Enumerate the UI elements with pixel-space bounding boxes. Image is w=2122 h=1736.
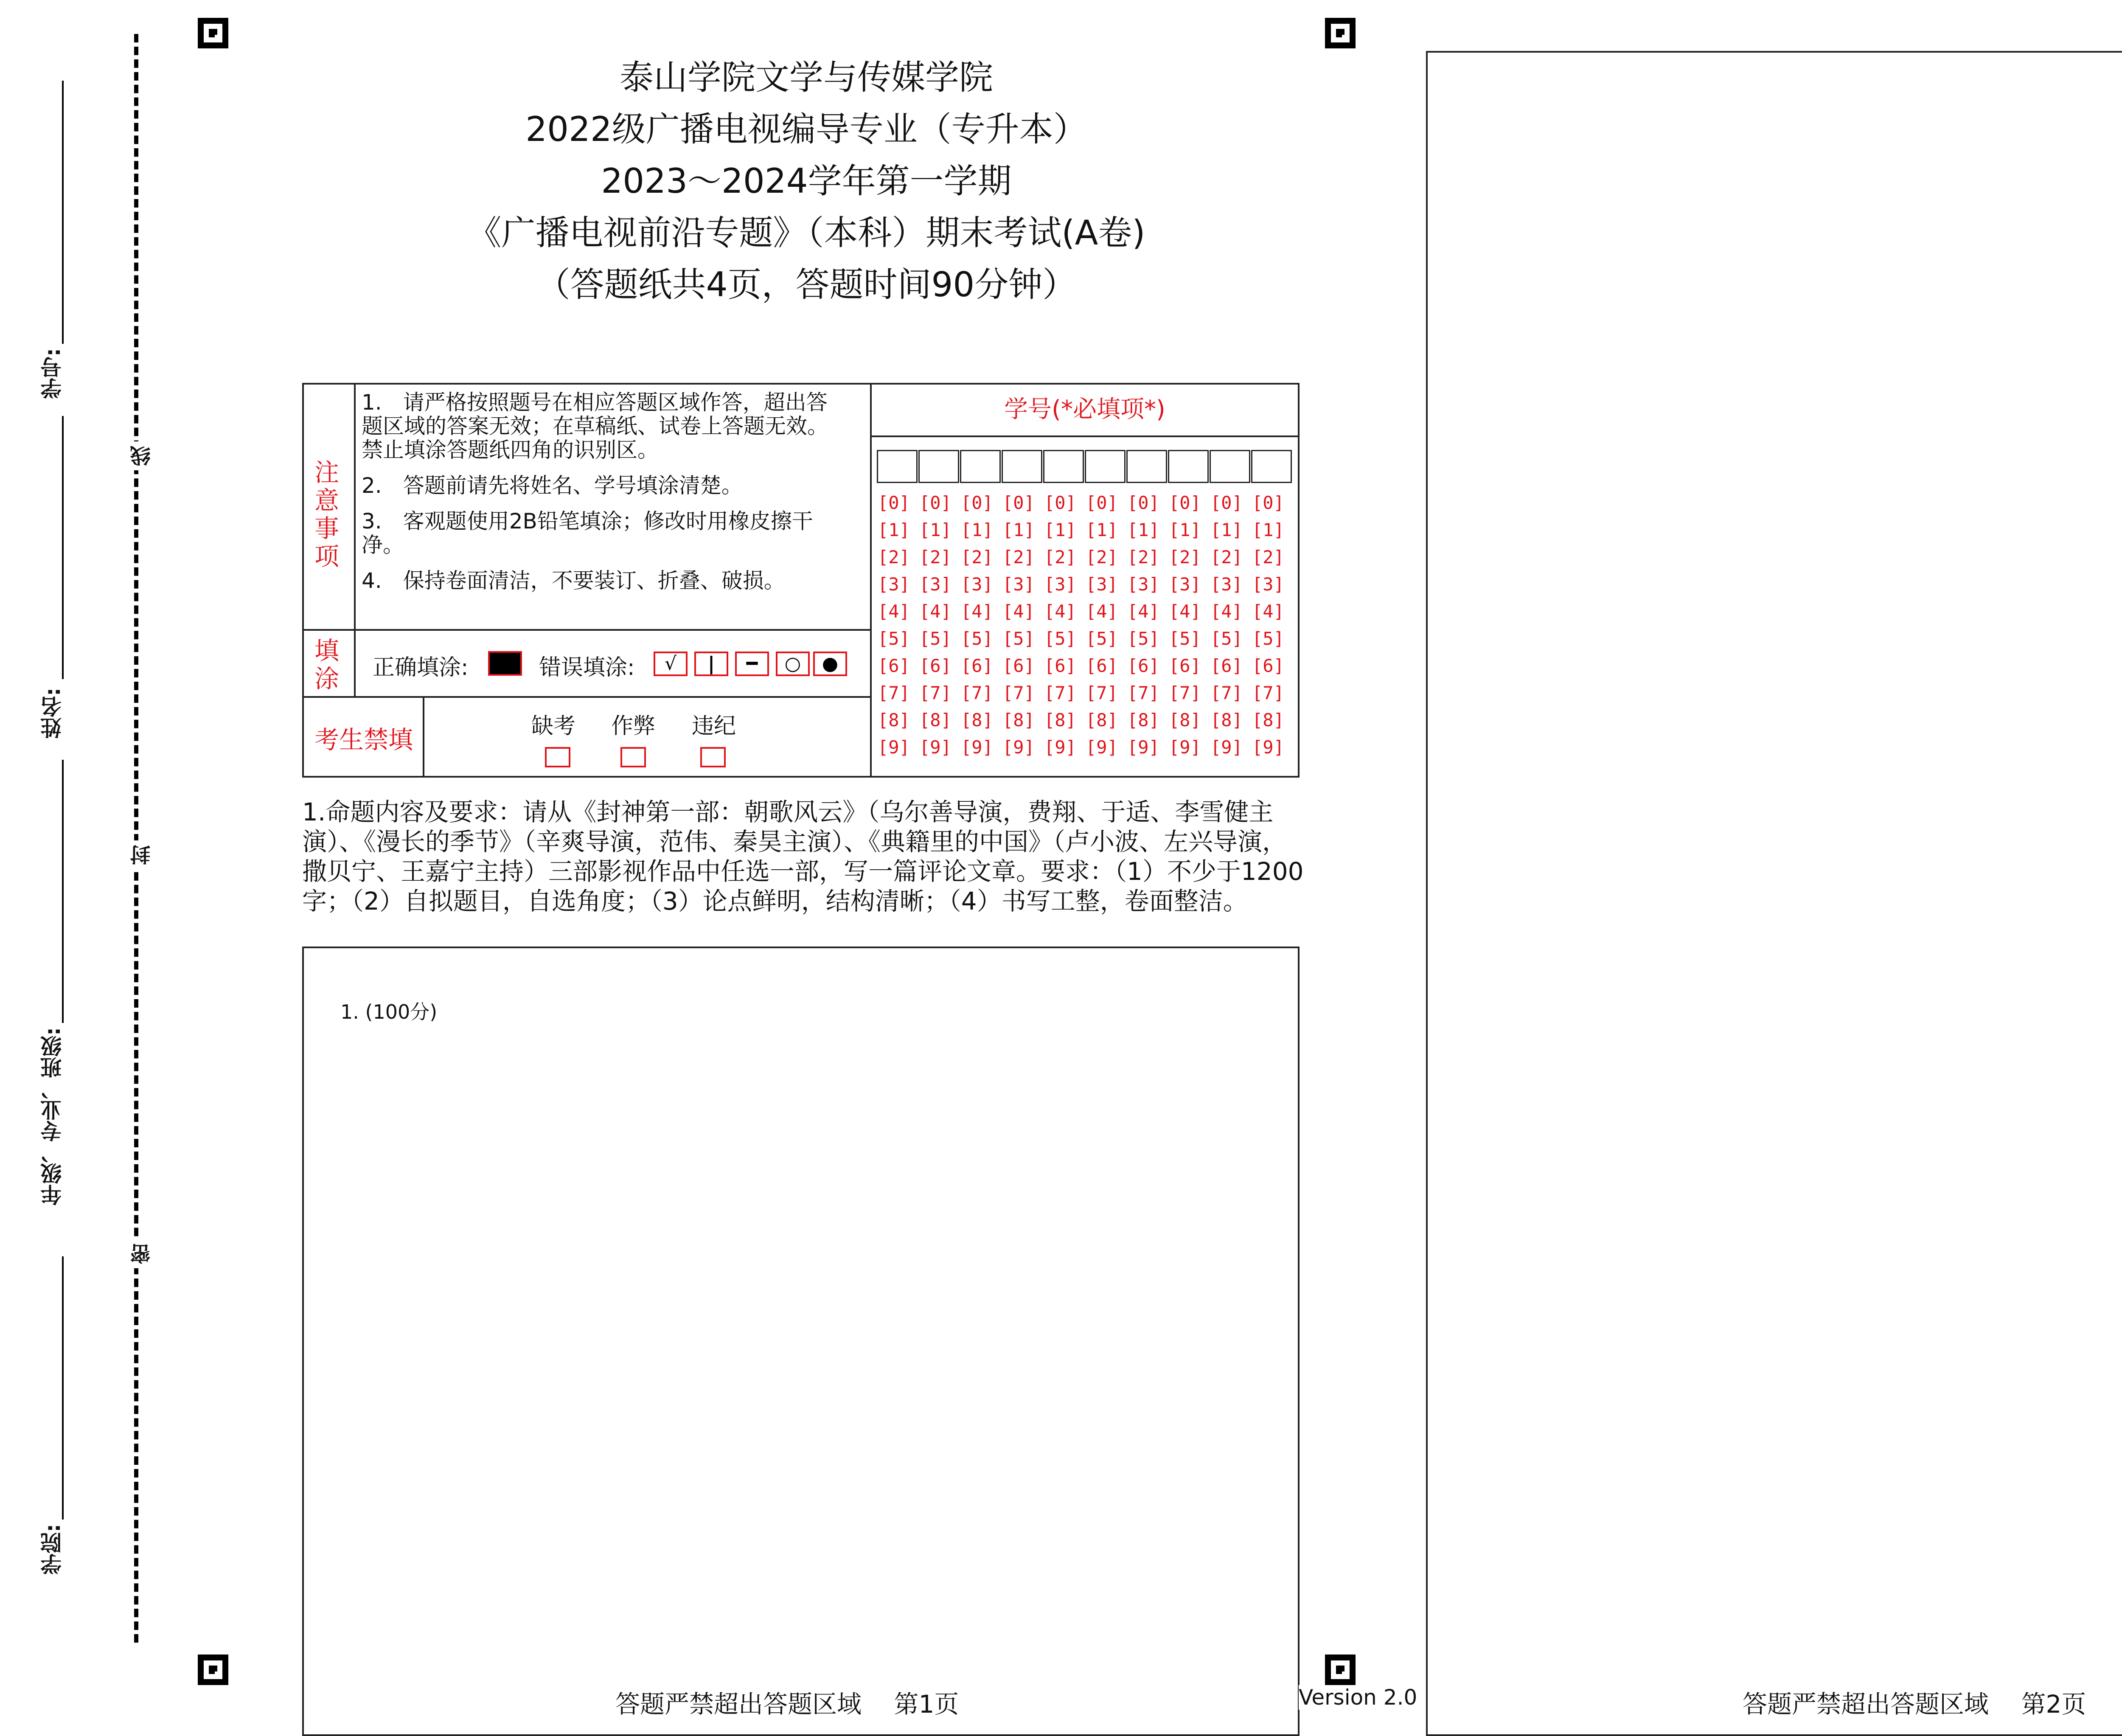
student-id-bubble[interactable]: [4] [878,601,910,622]
question-text: 1.命题内容及要求：请从《封神第一部：朝歌风云》（乌尔善导演，费翔、于适、李雪健主演）、《漫长的季节》（辛爽导演，范伟、秦昊主演）、《典籍里的中国》（卢小波、左兴导演，撒贝宁、王嘉宁主持）三部影视作品中任选一部，写一篇评论文章。要求：（1）不少于1200字；（2）自拟题目，自选角度；（3）论点鲜明，结构清晰；（4）书写工整，卷面整洁。 [302,798,1304,916]
class-label: 年级、专业、班级: [40,1027,65,1205]
student-id-bubble[interactable]: [3] [1127,574,1159,595]
student-id-digit-box[interactable] [1085,450,1126,483]
student-id-bubble[interactable]: [7] [1002,683,1035,703]
student-id-bubble[interactable]: [8] [1044,710,1076,730]
college-label: 学院: [40,1524,65,1575]
student-id-bubble[interactable]: [6] [1210,655,1243,676]
answer-score-label: 1. (100分) [340,1000,438,1023]
student-id-bubble[interactable]: [2] [919,547,952,567]
student-id-bubble[interactable]: [1] [1086,520,1118,540]
student-id-line[interactable] [62,81,64,344]
student-id-bubble[interactable]: [8] [1127,710,1159,730]
student-id-digit-box[interactable] [1126,450,1167,483]
corner-marker-bottom-center [1325,1655,1356,1685]
prohibited-box-violation[interactable] [700,747,726,767]
student-id-bubble[interactable]: [0] [1127,492,1159,513]
student-id-bubble[interactable]: [9] [919,737,952,758]
fill-title: 填涂 [314,636,339,693]
wrong-sample-circle: ○ [776,652,810,676]
corner-marker-top-left [198,18,228,48]
student-id-bubble[interactable]: [2] [1169,547,1201,567]
student-id-bubble[interactable]: [0] [1086,492,1118,513]
student-id-bubble[interactable]: [6] [919,655,952,676]
student-id-bubble[interactable]: [6] [1002,655,1035,676]
student-id-bubble[interactable]: [2] [1086,547,1118,567]
student-id-title: 学号(*必填项*) [1004,396,1165,423]
student-id-bubble[interactable]: [9] [1252,737,1284,758]
student-id-bubble[interactable]: [8] [1002,710,1035,730]
student-id-bubble[interactable]: [6] [1044,655,1076,676]
cut-label-secret: 密 [127,1239,157,1268]
name-label: 姓名: [40,688,65,739]
student-id-bubble[interactable]: [8] [878,710,910,730]
student-id-bubble[interactable]: [7] [1044,683,1076,703]
student-id-digit-box[interactable] [1210,450,1250,483]
student-id-bubble[interactable]: [4] [1002,601,1035,622]
wrong-sample-dot: ● [813,652,847,676]
student-id-bubble[interactable]: [2] [1044,547,1076,567]
notice-list [362,390,845,604]
student-id-bubble[interactable]: [7] [1210,683,1243,703]
student-id-bubble[interactable]: [5] [1169,628,1201,649]
student-id-bubble[interactable]: [7] [961,683,993,703]
student-id-bubble[interactable]: [2] [878,547,910,567]
wrong-sample-dash: ━ [735,652,769,676]
student-id-bubble[interactable]: [3] [1252,574,1284,595]
student-id-bubble[interactable]: [6] [1127,655,1159,676]
student-id-bubble[interactable]: [5] [1002,628,1035,649]
student-id-bubble[interactable]: [4] [1169,601,1201,622]
binding-dashed-line [134,34,138,1643]
student-id-bubble[interactable]: [9] [1210,737,1243,758]
student-id-bubble[interactable]: [5] [1210,628,1243,649]
header-school: 泰山学院文学与传媒学院 [620,58,993,97]
notice-item-2: 2. 答题前请先将姓名、学号填涂清楚。 [362,473,743,498]
student-id-bubble[interactable]: [2] [961,547,993,567]
student-id-bubble[interactable]: [5] [1127,628,1159,649]
student-id-bubble[interactable]: [7] [878,683,910,703]
student-id-bubble[interactable]: [1] [1252,520,1284,540]
student-id-bubble[interactable]: [9] [1002,737,1035,758]
prohibited-option-absent: 缺考 [531,714,576,739]
student-id-label: 学号: [40,348,65,399]
student-id-bubble[interactable]: [5] [1044,628,1076,649]
student-id-bubble[interactable]: [5] [1252,628,1284,649]
student-id-bubble[interactable]: [4] [961,601,993,622]
fill-correct-sample [488,651,522,676]
answer-area-page1[interactable] [302,947,1300,1736]
student-id-digit-box[interactable] [1043,450,1084,483]
student-id-bubble[interactable]: [3] [878,574,910,595]
student-id-bubble[interactable]: [6] [878,655,910,676]
student-id-digit-box[interactable] [1168,450,1209,483]
notice-item-1: 1. 请严格按照题号在相应答题区域作答，超出答题区域的答案无效；在草稿纸、试卷上答题无效。禁止填涂答题纸四角的识别区。 [362,390,828,462]
name-line-top[interactable] [62,416,64,679]
student-id-bubble[interactable]: [1] [878,520,910,540]
student-id-digit-box[interactable] [960,450,1001,483]
footer-version: Version 2.0 [1299,1685,1417,1710]
student-id-bubble[interactable]: [9] [1127,737,1159,758]
answer-area-page2[interactable] [1426,51,2122,1736]
header-exam-title: 《广播电视前沿专题》（本科）期末考试(A卷) [467,213,1145,253]
student-id-bubble[interactable]: [4] [1252,601,1284,622]
student-id-bubble[interactable]: [7] [1086,683,1118,703]
student-id-bubble[interactable]: [0] [1210,492,1243,513]
student-id-bubble[interactable]: [1] [1169,520,1201,540]
student-id-bubble[interactable]: [8] [1086,710,1118,730]
student-id-bubble[interactable]: [4] [1127,601,1159,622]
notice-item-4: 4. 保持卷面清洁，不要装订、折叠、破损。 [362,568,785,593]
student-id-bubble[interactable]: [0] [1169,492,1201,513]
student-id-bubble[interactable]: [9] [1169,737,1201,758]
student-id-bubble[interactable]: [1] [919,520,952,540]
student-id-bubble[interactable]: [2] [1210,547,1243,567]
student-id-bubble[interactable]: [0] [1044,492,1076,513]
student-id-bubble[interactable]: [4] [1086,601,1118,622]
student-id-bubble[interactable]: [3] [1210,574,1243,595]
student-id-bubble[interactable]: [2] [1127,547,1159,567]
student-id-bubble[interactable]: [5] [919,628,952,649]
prohibited-box-absent[interactable] [545,747,570,767]
student-id-digit-box[interactable] [877,450,918,483]
student-id-bubble[interactable]: [7] [919,683,952,703]
student-id-bubble[interactable]: [7] [1252,683,1284,703]
student-id-bubble[interactable]: [9] [1086,737,1118,758]
prohibited-option-violation: 违纪 [692,714,736,739]
student-id-bubble[interactable]: [8] [1169,710,1201,730]
student-id-bubble[interactable]: [4] [1210,601,1243,622]
fill-wrong-label: 错误填涂: [539,655,635,680]
footer-page1: 答题严禁超出答题区域 第1页 [615,1690,959,1719]
fill-correct-label: 正确填涂: [373,655,469,680]
notice-item-3: 3. 客观题使用2B铅笔填涂；修改时用橡皮擦干净。 [362,509,813,557]
student-id-bubble[interactable]: [6] [961,655,993,676]
student-id-bubble[interactable]: [0] [878,492,910,513]
student-id-bubble[interactable]: [1] [1127,520,1159,540]
prohibited-option-cheat: 作弊 [611,714,656,739]
student-id-bubble[interactable]: [1] [1210,520,1243,540]
student-id-bubble[interactable]: [9] [961,737,993,758]
student-id-digit-box[interactable] [1002,450,1042,483]
student-id-bubble[interactable]: [0] [1002,492,1035,513]
student-id-bubble[interactable]: [2] [1252,547,1284,567]
header-major: 2022级广播电视编导专业（专升本） [525,110,1087,149]
student-id-bubble[interactable]: [5] [1086,628,1118,649]
student-id-digit-box[interactable] [1251,450,1292,483]
student-id-bubble[interactable]: [9] [1044,737,1076,758]
student-id-bubble[interactable]: [1] [1002,520,1035,540]
student-id-bubble[interactable]: [3] [919,574,952,595]
student-id-bubble[interactable]: [8] [919,710,952,730]
wrong-sample-check: √ [654,652,688,676]
corner-marker-bottom-left [198,1655,228,1685]
student-id-bubble[interactable]: [6] [1086,655,1118,676]
student-id-bubble[interactable]: [0] [961,492,993,513]
student-id-bubble[interactable]: [3] [961,574,993,595]
student-id-bubble[interactable]: [3] [1086,574,1118,595]
student-id-bubble[interactable]: [8] [1252,710,1284,730]
student-id-bubble[interactable]: [4] [1044,601,1076,622]
prohibited-title: 考生禁填 [314,725,413,754]
student-id-bubble[interactable]: [1] [961,520,993,540]
header-exam-note: （答题纸共4页，答题时间90分钟） [536,265,1077,304]
student-id-digit-box[interactable] [918,450,959,483]
student-id-bubble[interactable]: [3] [1169,574,1201,595]
student-id-bubble[interactable]: [0] [919,492,952,513]
name-line-bottom[interactable] [62,760,64,1023]
notice-title: 注意事项 [314,458,339,571]
cut-label-seal: 封 [127,840,157,869]
student-id-bubble[interactable]: [3] [1002,574,1035,595]
student-id-bubble[interactable]: [8] [961,710,993,730]
student-id-bubble[interactable]: [4] [919,601,952,622]
student-id-bubble[interactable]: [8] [1210,710,1243,730]
student-id-bubble[interactable]: [2] [1002,547,1035,567]
corner-marker-top-center [1325,18,1356,48]
student-id-bubble[interactable]: [0] [1252,492,1284,513]
student-id-bubble[interactable]: [7] [1169,683,1201,703]
student-id-bubble[interactable]: [9] [878,737,910,758]
header-term: 2023～2024学年第一学期 [601,161,1012,201]
student-id-bubble[interactable]: [5] [961,628,993,649]
student-id-bubble[interactable]: [3] [1044,574,1076,595]
class-line[interactable] [62,1256,64,1520]
footer-page2: 答题严禁超出答题区域 第2页 [1743,1690,2086,1719]
cut-label-line: 线 [127,441,157,470]
wrong-sample-bar: | [694,652,728,676]
student-id-bubble[interactable]: [6] [1252,655,1284,676]
student-id-bubble[interactable]: [7] [1127,683,1159,703]
student-id-bubble[interactable]: [1] [1044,520,1076,540]
student-id-bubble[interactable]: [5] [878,628,910,649]
student-id-bubble[interactable]: [6] [1169,655,1201,676]
prohibited-box-cheat[interactable] [620,747,646,767]
